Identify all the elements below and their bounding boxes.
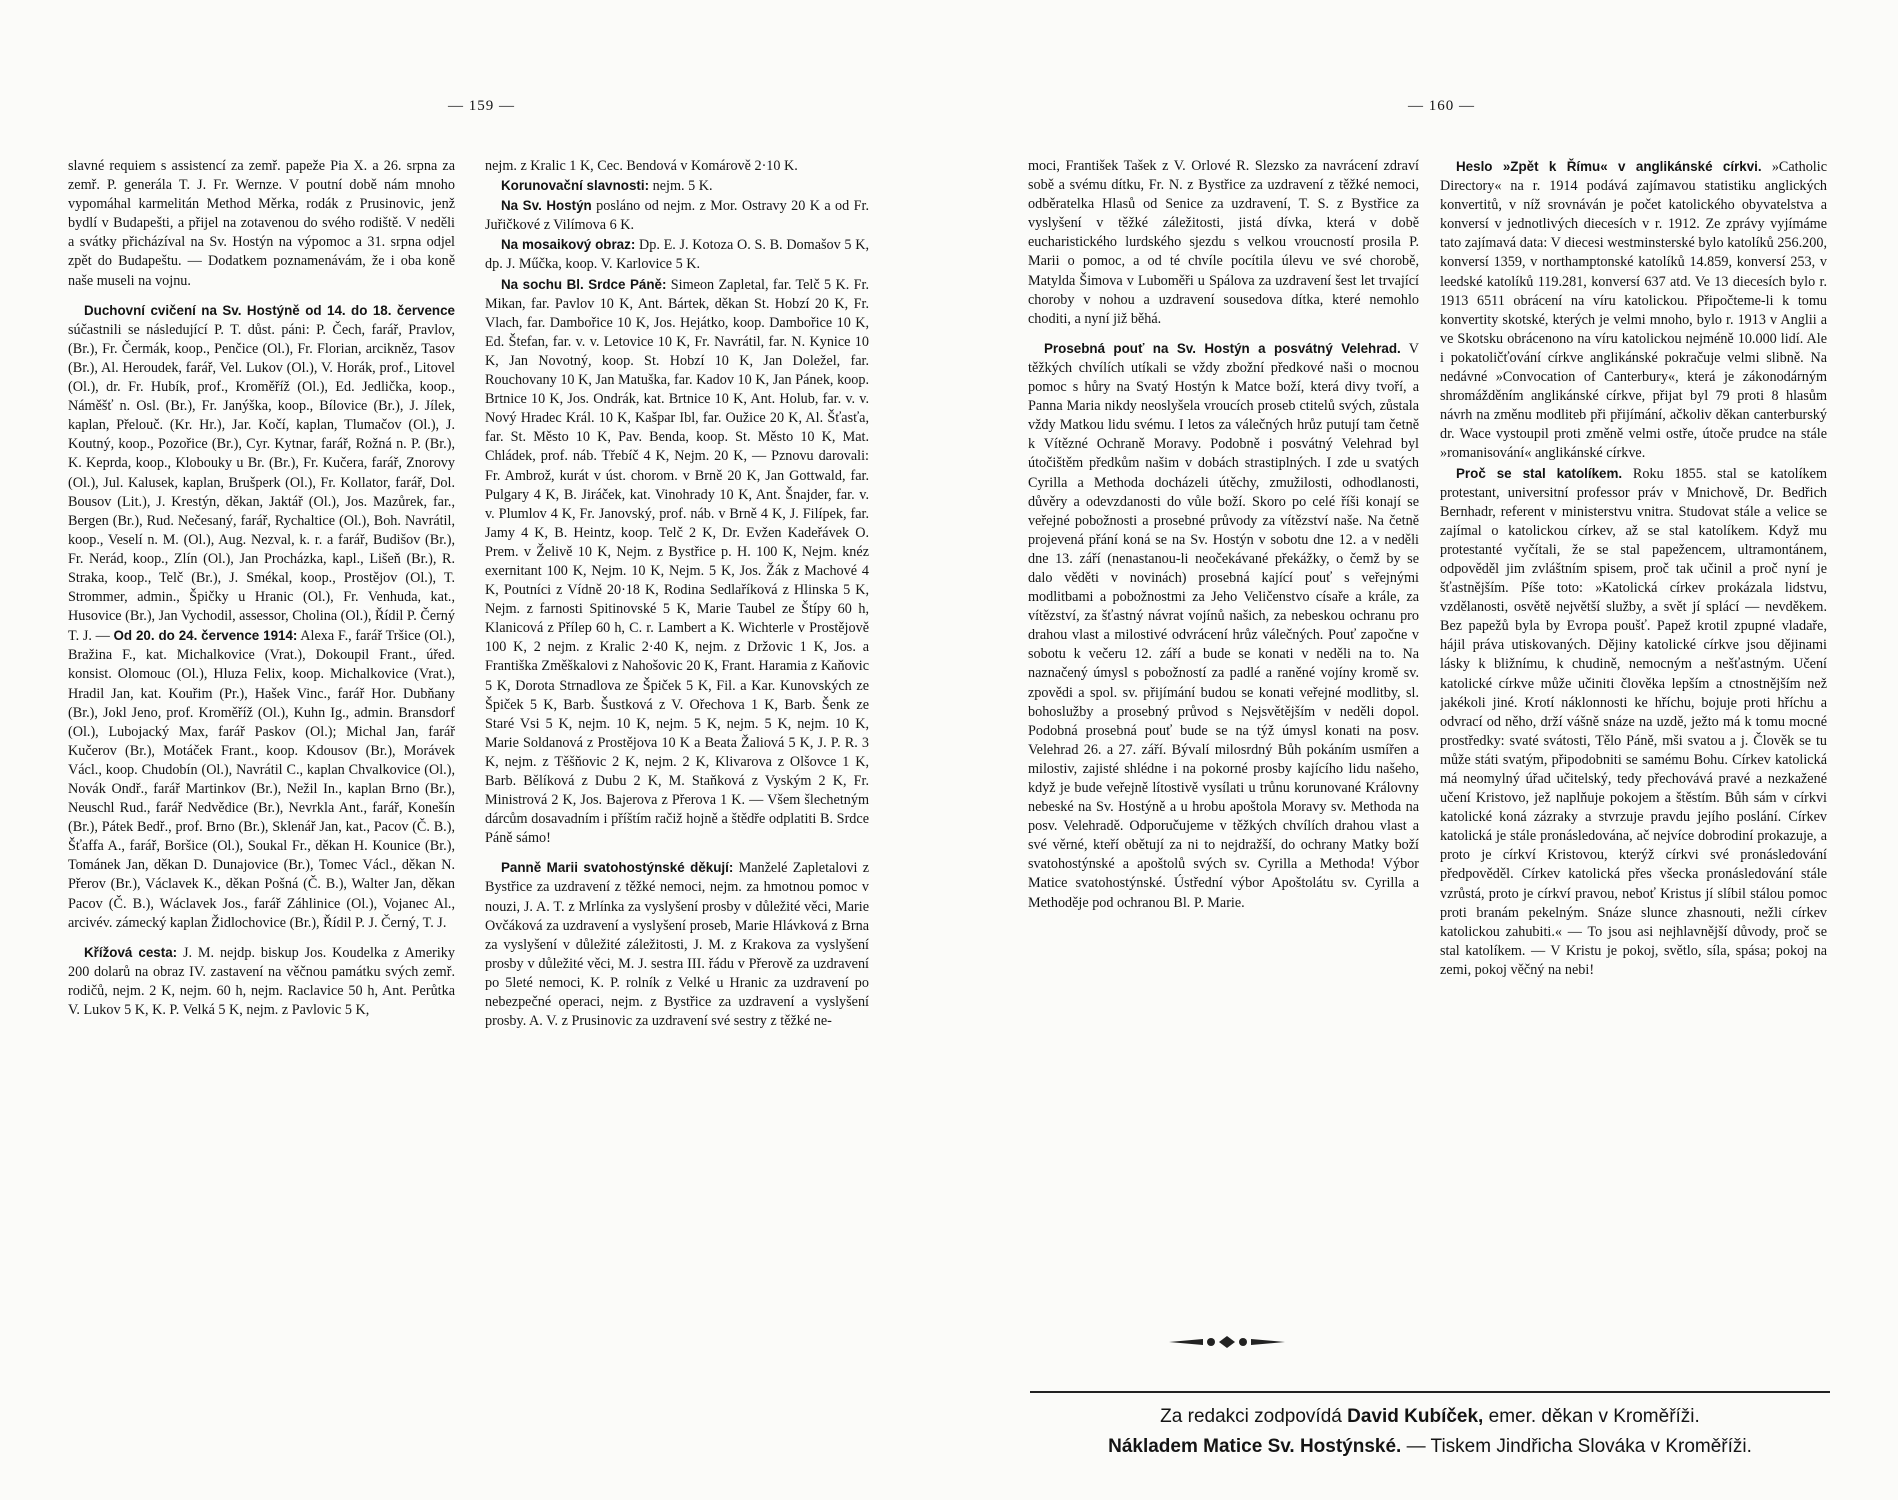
paragraph: moci, František Tašek z V. Orlové R. Slezsko za navrácení zdraví sobě a svému dítku, Fr. N. z Bystřice za uzdravení z těžké nemoci, odběratelka Hlasů od Senice za uzdravení, T. S. z Bystřice za vyslyšení v těžké záležitosti, jistá dívka, která v době eucharistického lurdského sjezdu s velkou vroucností prosila P. Marii o pomoc, a od té chvíle pocítila úlevu ve své chorobě, Matylda Šimova v Luboměři u Spálova za uzdravení šest let trvající choroby v nohou a uzdravení sousedova dítka, které nemohlo choditi, a nyní již běhá. [1028,158,1419,327]
ornament-divider-icon [1167,1332,1287,1352]
paragraph [485,176,869,196]
imprint-line-1 [1030,1406,1830,1428]
left-page-column-1 [68,157,455,1462]
imprint-divider [1030,1391,1830,1393]
paragraph-text: Dp. E. J. Kotoza O. S. B. Domašov 5 K, dp. J. Műčka, koop. V. Karlovice 5 K. [485,237,869,273]
paragraph: nejm. z Kralic 1 K, Cec. Bendová v Komárově 2·10 K. [485,158,798,174]
paragraph-text: nejm. 5 K. [649,178,713,195]
paragraph-text: Alexa F., farář Tršice (Ol.), Bražina F., kat. Michalkovice (Vrat.), Dokoupil Frant., úřed. konsist. Olomouc (Ol.), Hluza Felix, koop. Michalkovice (Vrat.), Hradil Jan, kat. Kouřim (Pr.), Hašek Vinc., farář Hor. Dubňany (Br.), Jokl Jeno, prof. Kroměříž (Ol.), Kuhn Ig., admin. Bransdorf (Ol.), Lubojacký Max, farář Paskov (Ol.); Michal Jan, farář Kučerov (Br.), Motáček Frant., koop. Kdousov (Br.), Morávek Václ., koop. Chudobín (Ol.), Navrátil C., kaplan Chvalkovice (Ol.), Novák Ondř., farář Martinkov (Br.), Nežil In., kaplan Brno (Br.), Neuschl Rud., farář Nedvědice (Br.), Nevrkla Ant., farář, Konešín (Br.), Pátek Bedř., prof. Brno (Br.), Sklenář Jan, kat., Pacov (Č. B.), Šťaffa A., farář, Boršice (Ol.), Soukal Fr., děkan H. Kounice (Br.), Tománek Jan, děkan D. Dunajovice (Br.), Tomec Václ., děkan N. Přerov (Br.), Václavek K., děkan Pošná (Č. B.), Walter Jan, děkan Pacov (Č. B.), Wáclavek Jos., farář Záhlinice (Ol.), Vojanec Al., arcivév. zámecký kaplan Židlochovice (Br.), Řídil P. J. Černý, T. J. [68,628,455,931]
paragraph [485,858,869,1031]
paragraph-text: Manželé Zapletalovi z Bystřice za uzdravení z těžké nemoci, nejm. za hmotnou pomoc v nouzi, J. A. T. z Mrlínka za vyslyšení prosby v důležité věci, Marie Ovčáková za uzdravení a vyslyšení proseb, Marie Hlávková z Brna za vyslyšení v důležité záležitosti, J. M. z Krakova za vyslyšení prosby v důležité věci, M. J. sestra III. řádu v Přerově za uzdravení po 5leté nemoci, K. P. rolník z Velké u Hranic za uzdravení po nebezpečné operaci, nejm. z Bystřice za uzdravení a vyslyšení prosby. A. V. z Prusinovic za uzdravení své sestry z těžké ne- [485,860,869,1030]
imprint-text: — Tiskem Jindřicha Slováka v Kroměříži. [1401,1436,1752,1457]
section-heading: Od 20. do 24. července 1914: [113,628,298,644]
imprint-line-2 [1030,1436,1830,1458]
section-heading: Křížová cesta: [84,944,178,960]
paragraph [68,943,455,1020]
page-number-right: — 160 — [1408,98,1475,114]
paragraph-text: Simeon Zapletal, far. Telč 5 K. Fr. Mikan, far. Pavlov 10 K, Ant. Bártek, děkan St. Hobzí 20 K, Fr. Vlach, far. Dambořice 10 K, Jos. Hejátko, koop. Dambořice 10 K, Ed. Štefan, far. v. v. Letovice 10 K, Fr. Navrátil, far. N. Kynice 10 K, Jan Novotný, koop. St. Hobzí 10 K, Jan Doležel, far. Rouchovany 10 K, Jan Matuška, far. Kadov 10 K, Jan Pánek, koop. Brtnice 10 K, Jos. Ondrák, kat. Brtnice 10 K, Ant. Holub, far. v. v. Nový Hradec Král. 10 K, Kašpar Ibl, far. Oužice 20 K, Al. Šťasťa, far. St. Město 10 K, Pav. Benda, koop. St. Město 10 K, Mat. Chládek, prof. náb. Třebíč 4 K, Nejm. 20 K, — Pznovu darovali: Fr. Ambrož, kurát v úst. chorom. v Brně 20 K, Jan Gottwald, far. Pulgary 4 K, B. Jiráček, kat. Vinohrady 10 K, Ant. Šnajder, far. v. v. Plumlov 4 K, Fr. Janovský, prof. náb. v Brně 4 K, J. Filípek, far. Jamy 4 K, B. Heintz, koop. Telč 2 K, Dr. Evžen Kadeřávek O. Prem. v Želivě 10 K, Nejm. z Bystřice p. H. 100 K, Nejm. knéz exernitant 100 K, Nejm. 10 K, Nejm. 5 K, Jos. Žák z Machové 4 K, Poutníci z Vídně 20·18 K, Rodina Sedlaříková z Hlinska 5 K, Nejm. z farnosti Spitinovské 5 K, Marie Taubel ze Štípy 60 h, Klanicová z Přílep 60 h, C. r. Lambert a K. Wichterle v Prostějově 100 K, 2 nejm. z Kralic 2·40 K, nejm. z Držovic 1 K, Jos. a Františka Změškalovi z Nahošovic 20 K, Frant. Haramia z Kaňovic 5 K, Dorota Strnadlova ze Špiček 5 K, Fil. a Kar. Kunovských ze Špiček 5 K, Barb. Šustková z V. Ořechova 1 K, Barb. Šenk ze Staré Vsi 5 K, nejm. 10 K, nejm. 5 K, nejm. 5 K, nejm. 10 K, Marie Soldanová z Prostějova 10 K a Beata Žaliová 5 K, J. P. R. 3 K, nejm. z Těšňovic 2 K, nejm. 2 K, Klivarova z Olšovce 1 K, Barb. Bělíková z Dubu 2 K, M. Staňková z Vyským 2 K, Fr. Ministrová 2 K, Jos. Bajerova z Přerova 1 K. — Všem šlechetným dárcům dosavadním i příštím račiž hojně a štědře odplatiti B. Srdce Páně sámo! [485,276,869,847]
paragraph [1440,464,1827,981]
page-number-left: — 159 — [448,98,515,114]
section-heading: Panně Marii svatohostýnské děkují: [501,860,734,876]
paragraph: slavné requiem s assistencí za zemř. papeže Pia X. a 26. srpna za zemř. P. generála T. J. Fr. Wernze. V poutní době nám mnoho vypomáhal karmelitán Method Měrka, rodák z Prusinovic, jenž bydlí v Budapešti, a přijel na zotavenou do svého rodiště. V neděli a svátky přicházíval na Sv. Hostýn na výpomoc a 31. srpna odjel zpět do Budapeštu. — Dodatkem poznamenávám, že i oba koně naše museli na vojnu. [68,158,455,289]
section-heading: Na Sv. Hostýn [501,198,592,214]
imprint-text: emer. děkan v Kroměříži. [1483,1406,1700,1427]
paragraph [68,301,455,933]
section-heading: Na mosaikový obraz: [501,237,636,253]
section-heading: Proč se stal katolíkem. [1456,465,1623,481]
paragraph-text: súčastnili se následující P. T. důst. páni: P. Čech, farář, Pravlov, (Br.), Fr. Čermák, koop., Penčice (Ol.), Fr. Florian, arcikněz, Tasov (Br.), Al. Heroudek, farář, Vel. Lukov (Ol.), V. Horák, prof., Litovel (Ol.), dr. Fr. Hubík, prof., Kroměříž (Ol.), Ed. Jedlička, koop., Náměšť n. Osl. (Br.), Fr. Janýška, koop., Bílovice (Br.), J. Jílek, kaplan, Přelouč. (Kr. Hr.), Jar. Kočí, kaplan, Tlumačov (Ol.), J. Koutný, koop., Pozořice (Br.), Cyr. Kytnar, farář, Rožná n. P. (Br.), K. Keprda, koop., Klobouky u Br. (Br.), Fr. Kučera, farář, Znorovy (Ol.), Jul. Kalusek, kaplan, Brušperk (Ol.), Fr. Kollator, farář, Dol. Bousov (Lit.), J. Krestýn, děkan, Jaktář (Ol.), Jos. Mazůrek, far., Bergen (Br.), Rud. Nečesaný, farář, Rychaltice (Ol.), Boh. Navrátil, koop., Veselí n. M. (Ol.), Aug. Nezval, k. r. a farář, Budišov (Br.), Fr. Nerád, koop., Zlín (Ol.), Jan Procházka, kapl., Lišeň (Br.), R. Straka, koop., Telč (Br.), J. Smékal, koop., Prostějov (Ol.), T. Strommer, admin., Špičky u Hranic (Ol.), Fr. Venhuda, kat., Husovice (Br.), Jan Vychodil, assessor, Cholina (Ol.), Řídil P. Černý T. J. — [68,321,455,645]
paragraph [1440,157,1827,464]
paragraph [1028,339,1419,913]
paragraph-text: posláno od nejm. z Mor. Ostravy 20 K a od Fr. Juřičkové z Vilímova 6 K. [485,198,869,234]
paragraph-text: »Catholic Directory« na r. 1914 podává zajímavou statistiku anglických konvertitů, v níž srovnáván je počet katolického obyvatelstva a konversí v jednotlivých diecesích v r. 1912. Ze zprávy vyjímáme tato zajímavá data: V diecesi westminsterské bylo katolíků 256.200, konversí 1359, v northamptonské katolíků 14.859, konversí 253, v leedské katolíků 119.281, konversí 637 atd. Ve 13 diecesích bylo r. 1913 6511 obrácení na víru katolickou. Připočteme-li k tomu konvertity skotské, kterých je velmi mnoho, bylo r. 1913 v Anglii a ve Skotsku obrácenono na víru katolickou nejméně 10.000 lidí. Ale i pokatoličťování církve anglikánské pokračuje velmi slibně. Na nedávné »Convocation of Canterbury«, která je zákonodárným shromážděním anglikánské církve, přijat byl 79 proti 8 hlasům návrh na změnu modliteb při přijímání, ačkoliv děkan canterburský dr. Wace vystoupil proti změně velmi ostře, útoče prudce na stále »romanisování« anglikánské církve. [1440,159,1827,462]
paragraph [485,235,869,274]
paragraph [485,196,869,235]
editor-name: David Kubíček, [1347,1406,1484,1427]
paragraph [485,275,869,849]
section-heading: Heslo »Zpět k Římu« v anglikánské církvi. [1456,159,1762,174]
section-heading: Prosebná pouť na Sv. Hostýn a posvátný Velehrad. [1044,340,1401,356]
section-heading: Korunovační slavnosti: [501,178,650,194]
right-page-column-2 [1440,157,1827,1387]
paragraph-text: V těžkých chvílích utíkali se vždy zbožní předkové naši o mocnou pomoc s hůry na Svatý Hostýn k Matce boží, která divy tvoří, a Panna Maria nikdy neoslyšela vroucích proseb ctitelů svých, zůstala vždy Matkou lidu svému. I letos za válečných hrůz putují tam četně k Vítězné Ochraně Moravy. Podobně i posvátný Velehrad byl útočištěm předkům našim v dobách strastiplných. I zde u svatých Cyrilla a Methoda docházeli útěchy, zmužilosti, odhodlanosti, důvěry a odevzdanosti do vůle boží. Skoro po celé říši konají se veřejné pobožnosti a prosebné průvody za vítězství naše. Na četně projevená přání koná se na Sv. Hostýn v sobotu dne 12. a v neděli dne 13. září (nenastanou-li neočekávané překážky, o čemž by se dalo věděti v novinách) prosebná kající pouť s veřejnými modlitbami a pobožnostmi za Jeho Veličenstvo císaře a krále, za vítězství, za šťastný návrat vojínů našich, za nebeskou ochranu pro drahou vlast a milostivé odvrácení hrůz válečných. Pouť započne v sobotu k večeru 12. září a bude se konati v neděli na to. Na naznačený úmysl s pobožností za padlé a raněné vojíny kromě sv. zpovědi a spol. sv. přijímání budou se konati veřejné modlitby, sl. bohoslužby a prosebný průvod s Nejsvětějším v neděli dopol. Podobná prosebná pouť bude se na týž úmysl konati na posv. Velehrad 26. a 27. září. Bývalí milosrdný Bůh pokáním usmířen a milostiv, zajisté shlédne i na pokorné prosby kajícího lidu našeho, když je bude veřejně lítostivě vysílati u trůnu korunované Královny nebeské na Sv. Hostýně a u hrobu apoštola Moravy sv. Methoda na posv. Velehradě. Odporučujeme v těžkých chvílích drahou vlast a své věrné, kteří obětují za ni to nejdražší, do ochrany Matky boží svatohostýnské a apoštolů svých sv. Cyrilla a Methoda! Výbor Matice svatohostýnské. Ústřední výbor Apoštolátu sv. Cyrilla a Methoděje pod ochranou Bl. P. Marie. [1028,340,1419,911]
section-heading: Duchovní cvičení na Sv. Hostýně od 14. do 18. července [84,302,455,318]
imprint-text: Za redakci zodpovídá [1160,1406,1348,1427]
left-page-column-2 [485,157,869,1462]
right-page-column-1 [1028,157,1419,1307]
paragraph-text: Roku 1855. stal se katolíkem protestant, universitní professor práv v Mnichově, Dr. Bedřich Bernhadr, referent v ministerstvu vnitra. Studovat stále a velice se zajímal o katolickou církev, až se stal katolíkem. Když mu protestanté vyčítali, že se stal papežencem, ultramontánem, odpověděl jim zvláštním spisem, proč tak učinil a proč nyní je šťastnějším. Píše toto: »Katolická církev prokázala lidstvu, vzdělanosti, osvětě největší služby, a svět jí splácí — nevděkem. Bez papežů byla by Evropa poušť. Papež krotil zpupné vladaře, hájil práva utiskovaných. Dějiny katolické církve jsou dějinami lásky k bližnímu, k chudině, nemocným a nešťastným. Učení katolické církve může učiniti člověka lepším a ctnostnějším než jakékoli jiné. Krotí náklonnosti ke hříchu, bojuje proti hříchu a odvrací od něho, drží vášně snáze na uzdě, ježto má k tomu mocné prostředky: svaté svátosti, Tělo Páně, mši svatou a j. Člověk se tu může státi svatým, připodobniti se samému Bohu. Církev katolická má neomylný úřad učitelský, tedy přechovává pravé a nezkažené učení Kristovo, jež naplňuje pokojem a štěstím. Bůh sám v církvi katolické koná zázraky a stvrzuje pravdu jejího poslání. Církev katolická je stále pronásledována, ač nejvíce dobrodiní prokazuje, a proto je církví Kristovou, kterýž církvi své pronásledování předpověděl. Církev katolická přes všecka pronásledování stále vzrůstá, proto je církví pravou, neboť Kristus jí slíbil stálou pomoc proti branám pekelným. Snáze slunce zhasnouti, nežli církev katolickou zahubiti.« — To jsou asi nejhlavnější důvody, proč se stal katolíkem. — V Kristu je pokoj, světlo, síla, spása; pokoj na zemi, pokoj věčný na nebi! [1440,465,1827,978]
publisher-name: Nákladem Matice Sv. Hostýnské. [1108,1436,1402,1457]
paragraph-text: J. M. nejdp. biskup Jos. Koudelka z Ameriky 200 dolarů na obraz IV. zastavení na věčnou památku svých zemř. rodičů, nejm. 2 K, nejm. 60 h, nejm. Raclavice 50 h, Ant. Perůtka V. Lukov 5 K, K. P. Velká 5 K, nejm. z Pavlovic 5 K, [68,944,455,1019]
section-heading: Na sochu Bl. Srdce Páně: [501,276,667,292]
